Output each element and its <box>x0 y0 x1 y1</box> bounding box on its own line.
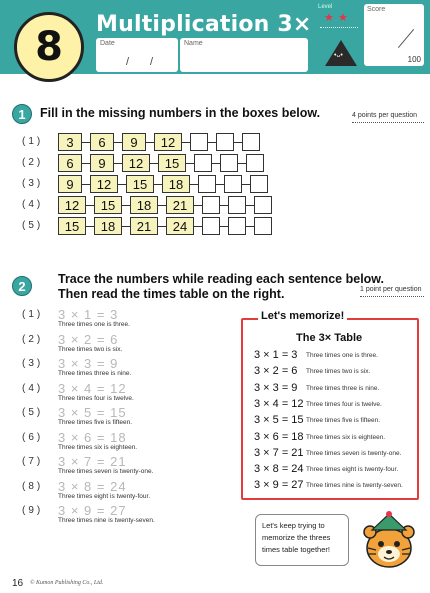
page-title: Multiplication 3× <box>96 12 312 37</box>
times-table-equation: 3 × 6 = 18 <box>254 430 304 443</box>
number-sequence <box>58 175 268 193</box>
sequence-dash <box>82 163 90 164</box>
given-number-box: 18 <box>130 196 158 214</box>
given-number-box: 12 <box>154 133 182 151</box>
times-table-sentence: Three times two is six. <box>306 368 371 376</box>
sequence-dash <box>154 184 162 185</box>
sequence-dash <box>122 226 130 227</box>
answer-box[interactable] <box>250 175 268 193</box>
trace-sentence: Three times eight is twenty-four. <box>58 492 151 500</box>
number-sequence <box>58 196 272 214</box>
row-label: (6) <box>22 431 44 443</box>
points-underline <box>352 122 424 123</box>
answer-box[interactable] <box>224 175 242 193</box>
mascot-face-icon: •ᴗ• <box>334 52 343 59</box>
sequence-dash <box>194 205 202 206</box>
row-label: (3) <box>22 358 44 369</box>
answer-box[interactable] <box>194 154 212 172</box>
tiger-mascot-icon <box>354 508 424 570</box>
given-number-box: 3 <box>58 133 82 151</box>
row-label: (8) <box>22 480 44 492</box>
times-table-sentence: Three times nine is twenty-seven. <box>306 482 403 490</box>
sequence-dash <box>190 184 198 185</box>
sequence-dash <box>194 226 202 227</box>
sequence-dash <box>86 226 94 227</box>
name-label: Name <box>184 40 203 47</box>
speech-bubble <box>255 514 349 566</box>
sequence-dash <box>82 142 90 143</box>
score-divider <box>398 29 414 48</box>
given-number-box: 15 <box>58 217 86 235</box>
row-label: (2) <box>22 157 44 168</box>
given-number-box: 12 <box>90 175 118 193</box>
answer-box[interactable] <box>254 217 272 235</box>
sequence-dash <box>246 205 254 206</box>
sequence-dash <box>208 142 216 143</box>
score-field[interactable] <box>364 4 424 66</box>
page-number: 16 <box>12 578 24 589</box>
sequence-dash <box>216 184 224 185</box>
sequence-dash <box>234 142 242 143</box>
times-table-equation: 3 × 7 = 21 <box>254 446 304 459</box>
row-label: (1) <box>22 309 44 320</box>
answer-box[interactable] <box>190 133 208 151</box>
given-number-box: 24 <box>166 217 194 235</box>
section-1-points: 4 points per question <box>352 112 417 119</box>
sequence-dash <box>238 163 246 164</box>
sequence-dash <box>86 205 94 206</box>
sequence-dash <box>220 226 228 227</box>
given-number-box: 9 <box>122 133 146 151</box>
times-table-sentence: Three times five is fifteen. <box>306 417 381 425</box>
row-label: (7) <box>22 456 44 467</box>
given-number-box: 21 <box>130 217 158 235</box>
sequence-dash <box>212 163 220 164</box>
answer-box[interactable] <box>246 154 264 172</box>
sequence-dash <box>220 205 228 206</box>
sequence-dash <box>114 163 122 164</box>
sequence-dash <box>146 142 154 143</box>
sequence-dash <box>82 184 90 185</box>
row-label: (2) <box>22 333 44 345</box>
trace-sentence: Three times one is three. <box>58 321 130 328</box>
level-divider <box>320 27 358 28</box>
unit-number-badge: 8 <box>14 12 84 82</box>
sequence-dash <box>150 163 158 164</box>
trace-sentence: Three times nine is twenty-seven. <box>58 517 155 524</box>
times-table-equation: 3 × 5 = 15 <box>254 414 304 427</box>
trace-equation[interactable]: 3 × 3 = 9 <box>58 356 119 371</box>
copyright: © Kumon Publishing Co., Ltd. <box>30 580 104 586</box>
times-table-title: The 3× Table <box>296 332 363 344</box>
sequence-dash <box>118 184 126 185</box>
answer-box[interactable] <box>242 133 260 151</box>
trace-equation[interactable]: 3 × 7 = 21 <box>58 454 127 469</box>
date-slash: / <box>150 56 154 68</box>
given-number-box: 18 <box>162 175 190 193</box>
times-table-equation: 3 × 4 = 12 <box>254 397 304 410</box>
trace-sentence: Three times seven is twenty-one. <box>58 468 154 475</box>
given-number-box: 6 <box>90 133 114 151</box>
answer-box[interactable] <box>202 196 220 214</box>
answer-box[interactable] <box>216 133 234 151</box>
times-table-sentence: Three times three is nine. <box>306 384 380 392</box>
level-star-icon: ★ <box>338 12 348 24</box>
given-number-box: 18 <box>94 217 122 235</box>
trace-sentence: Three times six is eighteen. <box>58 443 138 451</box>
section-1-instruction: Fill in the missing numbers in the boxes below. <box>40 106 321 120</box>
times-table-sentence: Three times seven is twenty-one. <box>306 449 402 457</box>
times-table-sentence: Three times six is eighteen. <box>306 433 386 441</box>
trace-equation[interactable]: 3 × 5 = 15 <box>58 405 127 420</box>
date-label: Date <box>100 40 115 47</box>
name-field[interactable] <box>180 38 308 72</box>
date-field[interactable] <box>96 38 178 72</box>
times-table-equation: 3 × 2 = 6 <box>254 365 298 378</box>
level-label: Level <box>318 4 333 10</box>
sequence-dash <box>242 184 250 185</box>
times-table-equation: 3 × 3 = 9 <box>254 381 298 394</box>
level-star-icon: ★ <box>324 12 334 24</box>
trace-sentence: Three times four is twelve. <box>58 394 134 402</box>
times-table-sentence: Three times eight is twenty-four. <box>306 466 399 474</box>
times-table-equation: 3 × 8 = 24 <box>254 463 304 476</box>
times-table-sentence: Three times four is twelve. <box>306 400 382 408</box>
row-label: (5) <box>22 220 44 231</box>
given-number-box: 15 <box>158 154 186 172</box>
given-number-box: 9 <box>58 175 82 193</box>
answer-box[interactable] <box>198 175 216 193</box>
number-sequence <box>58 217 272 235</box>
row-label: (4) <box>22 199 44 210</box>
trace-equation[interactable]: 3 × 4 = 12 <box>58 380 127 396</box>
date-slash: / <box>126 56 130 68</box>
section-2-instruction-1: Trace the numbers while reading each sentence below. <box>58 272 385 286</box>
section-2-points: 1 point per question <box>360 286 422 293</box>
trace-equation[interactable]: 3 × 9 = 27 <box>58 503 127 518</box>
bubble-line: Let's keep trying to <box>262 521 325 530</box>
points-underline <box>360 296 424 297</box>
trace-sentence: Three times two is six. <box>58 345 123 353</box>
given-number-box: 9 <box>90 154 114 172</box>
bubble-line: times table together! <box>262 545 330 554</box>
given-number-box: 15 <box>126 175 154 193</box>
bubble-line: memorize the threes <box>262 533 331 542</box>
given-number-box: 6 <box>58 154 82 172</box>
sequence-dash <box>114 142 122 143</box>
times-table-sentence: Three times one is three. <box>306 352 378 359</box>
sequence-dash <box>182 142 190 143</box>
answer-box[interactable] <box>254 196 272 214</box>
trace-equation[interactable]: 3 × 1 = 3 <box>58 307 119 322</box>
answer-box[interactable] <box>220 154 238 172</box>
score-label: Score <box>367 6 386 13</box>
times-table-equation: 3 × 1 = 3 <box>254 349 298 361</box>
number-sequence <box>58 154 264 172</box>
trace-sentence: Three times three is nine. <box>58 370 132 377</box>
section-1-badge: 1 <box>12 104 32 124</box>
sequence-dash <box>186 163 194 164</box>
number-sequence <box>58 133 260 151</box>
trace-equation[interactable]: 3 × 6 = 18 <box>58 429 127 445</box>
given-number-box: 15 <box>94 196 122 214</box>
answer-box[interactable] <box>228 196 246 214</box>
given-number-box: 12 <box>122 154 150 172</box>
memorize-title: Let's memorize! <box>258 310 347 322</box>
row-label: (4) <box>22 382 44 394</box>
section-2-instruction-2: Then read the times table on the right. <box>58 287 285 301</box>
row-label: (1) <box>22 136 44 147</box>
answer-box[interactable] <box>228 217 246 235</box>
given-number-box: 12 <box>58 196 86 214</box>
score-max: 100 <box>407 55 421 64</box>
sequence-dash <box>158 226 166 227</box>
given-number-box: 21 <box>166 196 194 214</box>
section-2-badge: 2 <box>12 276 32 296</box>
trace-equation[interactable]: 3 × 2 = 6 <box>58 331 119 347</box>
row-label: (3) <box>22 178 44 189</box>
times-table-equation: 3 × 9 = 27 <box>254 479 304 492</box>
sequence-dash <box>158 205 166 206</box>
sequence-dash <box>122 205 130 206</box>
trace-equation[interactable]: 3 × 8 = 24 <box>58 478 127 494</box>
answer-box[interactable] <box>202 217 220 235</box>
trace-sentence: Three times five is fifteen. <box>58 419 133 426</box>
sequence-dash <box>246 226 254 227</box>
row-label: (9) <box>22 505 44 516</box>
row-label: (5) <box>22 407 44 418</box>
